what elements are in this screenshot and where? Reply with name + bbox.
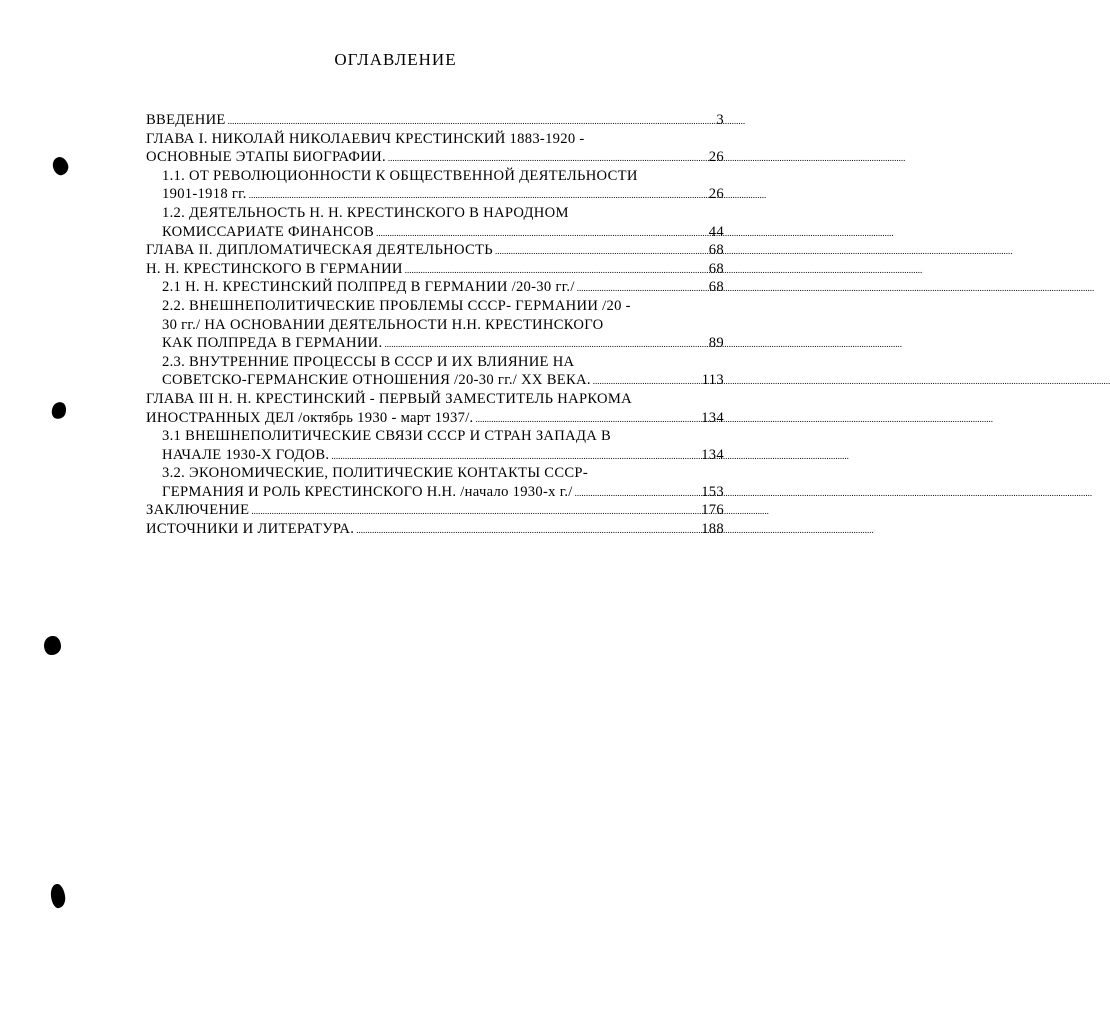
toc-page-number: 3 [716,112,724,128]
punch-hole-mark [50,155,70,177]
toc-line [146,483,724,502]
toc-line [146,316,724,335]
toc-line [146,278,724,297]
toc-entry-text: ОСНОВНЫЕ ЭТАПЫ БИОГРАФИИ. [146,149,386,166]
toc-page-number: 113 [701,372,724,389]
toc-page-number: 176 [701,502,724,519]
toc-entry-text: ГЕРМАНИЯ И РОЛЬ КРЕСТИНСКОГО Н.Н. /начало 1930-х г./ [162,483,573,500]
toc-entry-text: 1.2. ДЕЯТЕЛЬНОСТЬ Н. Н. КРЕСТИНСКОГО В НАРОДНОМ [162,204,569,221]
dot-leader [593,372,700,391]
toc-line [146,185,724,204]
toc-entry-text: ИСТОЧНИКИ И ЛИТЕРАТУРА. [146,521,355,538]
toc-entry-text: 1.1. ОТ РЕВОЛЮЦИОННОСТИ К ОБЩЕСТВЕННОЙ ДЕЯТЕЛЬНОСТИ [162,167,638,184]
toc-entry-text: НАЧАЛЕ 1930-Х ГОДОВ. [162,446,330,463]
toc-entry-text: ЗАКЛЮЧЕНИЕ [146,502,250,519]
toc-entry-text: КАК ПОЛПРЕДА В ГЕРМАНИИ. [162,335,383,352]
toc-entry-text: 1901-1918 гг. [162,186,247,203]
toc-entry-text: 2.1 Н. Н. КРЕСТИНСКИЙ ПОЛПРЕД В ГЕРМАНИИ /20-30 гг./ [162,279,575,296]
dot-leader [388,149,707,168]
toc-page-number: 188 [701,521,724,538]
dot-leader [228,112,715,131]
toc-entry-text: ГЛАВА III Н. Н. КРЕСТИНСКИЙ - ПЕРВЫЙ ЗАМЕСТИТЕЛЬ НАРКОМА [146,390,633,407]
toc-page-number: 68 [708,279,724,296]
toc-entry-text: ГЛАВА II. ДИПЛОМАТИЧЕСКАЯ ДЕЯТЕЛЬНОСТЬ [146,242,493,259]
dot-leader [384,335,706,354]
toc-line [146,334,724,353]
toc-entry-text: 2.2. ВНЕШНЕПОЛИТИЧЕСКИЕ ПРОБЛЕМЫ СССР- ГЕРМАНИИ /20 - [162,297,631,314]
toc-line [146,130,724,149]
toc-line [146,297,724,316]
toc-line [146,501,724,520]
dot-leader [577,279,707,298]
toc-page-number: 26 [708,186,724,203]
toc-entry-text: 3.1 ВНЕШНЕПОЛИТИЧЕСКИЕ СВЯЗИ СССР И СТРАН ЗАПАДА В [162,428,612,445]
toc-entry-text: Н. Н. КРЕСТИНСКОГО В ГЕРМАНИИ [146,260,403,277]
dot-leader [331,447,699,466]
dot-leader [249,186,707,205]
toc-line [146,390,724,409]
toc-line [146,409,724,428]
dot-leader [356,521,699,540]
dot-leader [405,261,707,280]
toc-entry-text: ВВЕДЕНИЕ [146,112,226,128]
dot-leader [251,502,699,521]
toc-page-number: 134 [701,446,724,463]
toc-line [146,204,724,223]
toc-page-number: 153 [701,483,724,500]
toc-line [146,520,724,539]
table-of-contents [146,111,724,539]
toc-entry-text: 2.3. ВНУТРЕННИЕ ПРОЦЕССЫ В СССР И ИХ ВЛИЯНИЕ НА [162,353,575,370]
toc-line [146,167,724,186]
toc-line [146,241,724,260]
dot-leader [495,242,707,261]
dot-leader [575,484,700,503]
toc-line [146,260,724,279]
toc-entry-text: 30 гг./ НА ОСНОВАНИИ ДЕЯТЕЛЬНОСТИ Н.Н. КРЕСТИНСКОГО [162,316,604,333]
toc-entry-text: ГЛАВА I. НИКОЛАЙ НИКОЛАЕВИЧ КРЕСТИНСКИЙ 1883-1920 - [146,130,585,147]
toc-page-number: 68 [708,260,724,277]
toc-page-number: 89 [708,335,724,352]
toc-line [146,148,724,167]
dot-leader [476,410,700,429]
toc-line [146,427,724,446]
toc-line [146,223,724,242]
toc-page-number: 44 [708,223,724,240]
punch-hole-mark [44,636,61,655]
toc-entry-text: 3.2. ЭКОНОМИЧЕСКИЕ, ПОЛИТИЧЕСКИЕ КОНТАКТЫ СССР- [162,465,588,482]
dot-leader [376,224,707,243]
toc-line [146,353,724,372]
toc-entry-text: КОМИССАРИАТЕ ФИНАНСОВ [162,223,375,240]
toc-entry-text: СОВЕТСКО-ГЕРМАНСКИЕ ОТНОШЕНИЯ /20-30 гг./ XX ВЕКА. [162,372,591,389]
punch-hole-mark [50,400,68,420]
toc-line [146,446,724,465]
toc-line [146,371,724,390]
toc-page-number: 134 [701,409,724,426]
toc-line [146,464,724,483]
toc-page-number: 26 [708,149,724,166]
toc-entry-text: ИНОСТРАННЫХ ДЕЛ /октябрь 1930 - март 1937/. [146,409,474,426]
punch-hole-mark [49,883,66,909]
toc-line [146,111,724,130]
page-title: ОГЛАВЛЕНИЕ [334,50,457,69]
toc-page-number: 68 [708,242,724,259]
